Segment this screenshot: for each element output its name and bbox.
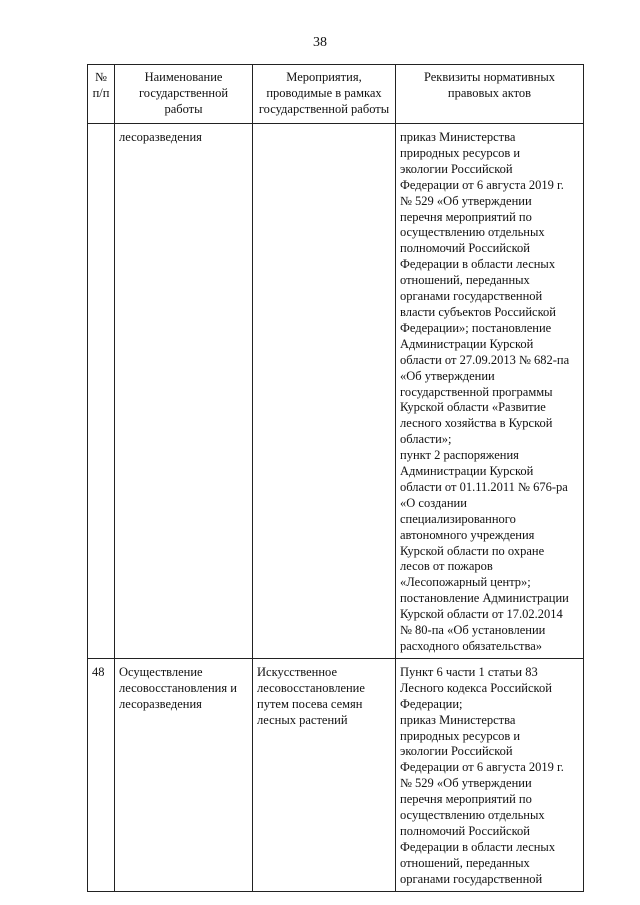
requisites-line: Федерации от 6 августа 2019 г. xyxy=(400,760,564,775)
requisites-line: власти субъектов Российской xyxy=(400,304,556,319)
requisites-line: Федерации»; постановление xyxy=(400,320,552,335)
row-work-name-cell: лесоразведения xyxy=(115,124,253,659)
requisites-line: природных ресурсов и xyxy=(400,728,521,743)
regulatory-acts-table xyxy=(87,64,584,892)
requisites-line: полномочий Российской xyxy=(400,241,530,256)
requisites-line: «Лесопожарный центр»; xyxy=(400,575,531,590)
requisites-line: № 529 «Об утверждении xyxy=(400,193,532,208)
requisites-line: расходного обязательства» xyxy=(400,639,543,653)
requisites-line: государственной программы xyxy=(400,384,553,399)
requisites-line: перечня мероприятий по xyxy=(400,209,532,224)
table-row xyxy=(88,124,584,659)
requisites-line: осуществлению отдельных xyxy=(400,808,545,823)
requisites-line: органами государственной xyxy=(400,871,543,886)
requisites-line: Лесного кодекса Российской xyxy=(400,680,552,695)
requisites-line: «Об утверждении xyxy=(400,368,495,383)
row-measures-cell xyxy=(253,124,396,659)
table-header-row xyxy=(88,65,584,124)
requisites-line: перечня мероприятий по xyxy=(400,792,532,807)
header-num: № п/п xyxy=(88,65,115,124)
requisites-line: приказ Министерства xyxy=(400,712,516,727)
page-number: 38 xyxy=(313,35,327,50)
row-num-cell: 48 xyxy=(88,658,115,891)
requisites-line: приказ Министерства xyxy=(400,130,516,144)
requisites-line: органами государственной xyxy=(400,289,543,304)
row-requisites-cell xyxy=(396,124,584,659)
requisites-line: № 529 «Об утверждении xyxy=(400,776,532,791)
requisites-line: Федерации от 6 августа 2019 г. xyxy=(400,177,564,192)
row-measures-cell: Искусственное лесовосстановление путем посева семян лесных растений xyxy=(253,658,396,891)
requisites-line: постановление Администрации xyxy=(400,591,569,606)
requisites-line: № 80-па «Об установлении xyxy=(400,623,546,638)
requisites-line: области от 27.09.2013 № 682-па xyxy=(400,352,570,367)
requisites-line: Курской области по охране xyxy=(400,543,545,558)
requisites-line: области»; xyxy=(400,432,452,447)
requisites-line: полномочий Российской xyxy=(400,823,530,838)
requisites-line: природных ресурсов и xyxy=(400,145,521,160)
requisites-line: экологии Российской xyxy=(400,744,513,759)
row-work-name-cell: Осуществление лесовосстановления и лесоразведения xyxy=(115,658,253,891)
requisites-line: Федерации в области лесных xyxy=(400,257,556,272)
requisites-line: Пункт 6 части 1 статьи 83 xyxy=(400,664,538,679)
requisites-line: пункт 2 распоряжения xyxy=(400,448,519,463)
requisites-line: Федерации в области лесных xyxy=(400,839,556,854)
requisites-lines xyxy=(400,130,579,655)
requisites-line: Администрации Курской xyxy=(400,336,534,351)
row-num-cell xyxy=(88,124,115,659)
requisites-line: отношений, переданных xyxy=(400,855,530,870)
table-row xyxy=(88,658,584,891)
header-work-name: Наименование государственной работы xyxy=(115,65,253,124)
requisites-line: Курской области от 17.02.2014 xyxy=(400,607,563,622)
header-requisites: Реквизиты нормативных правовых актов xyxy=(396,65,584,124)
requisites-line: автономного учреждения xyxy=(400,527,535,542)
requisites-line: отношений, переданных xyxy=(400,273,530,288)
header-measures: Мероприятия, проводимые в рамках государственной работы xyxy=(253,65,396,124)
requisites-line: осуществлению отдельных xyxy=(400,225,545,240)
requisites-line: лесного хозяйства в Курской xyxy=(400,416,553,431)
requisites-line: Администрации Курской xyxy=(400,464,534,479)
requisites-line: «О создании xyxy=(400,495,467,510)
requisites-line: лесов от пожаров xyxy=(400,559,493,574)
requisites-line: Федерации; xyxy=(400,696,463,711)
requisites-line: Курской области «Развитие xyxy=(400,400,546,415)
row-requisites-cell xyxy=(396,658,584,891)
requisites-line: экологии Российской xyxy=(400,161,513,176)
requisites-lines xyxy=(400,665,579,888)
requisites-line: специализированного xyxy=(400,511,516,526)
requisites-line: области от 01.11.2011 № 676-ра xyxy=(400,479,568,494)
